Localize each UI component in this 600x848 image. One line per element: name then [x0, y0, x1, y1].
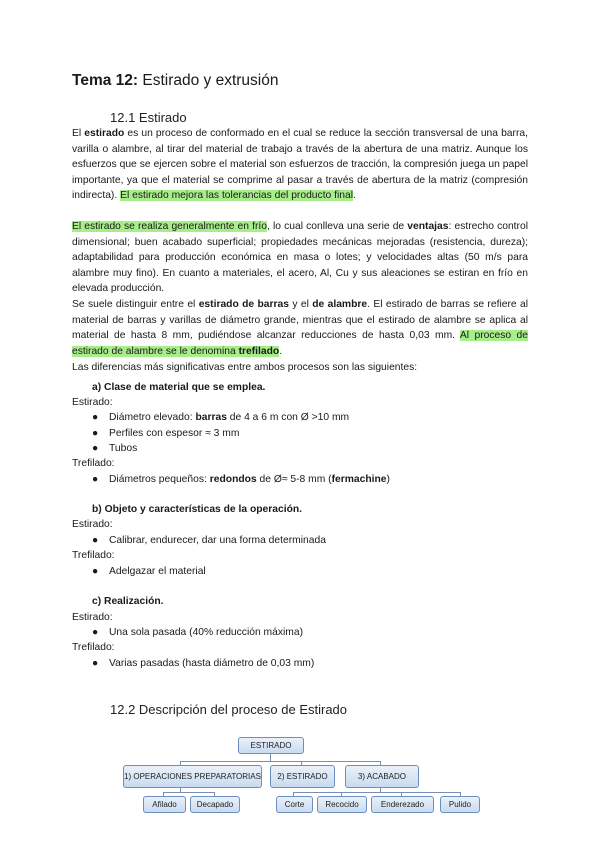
- diagram-node-corte: Corte: [276, 796, 313, 813]
- list-item: ● Una sola pasada (40% reducción máxima): [92, 627, 304, 638]
- title-text: Estirado y extrusión: [138, 72, 279, 89]
- label-estirado: Estirado:: [72, 397, 113, 408]
- section-heading-estirado: 12.1 Estirado: [110, 110, 187, 125]
- diagram-node-operaciones: 1) OPERACIONES PREPARATORIAS: [123, 765, 262, 788]
- subheading-realizacion: c) Realización.: [92, 596, 164, 607]
- label-trefilado: Trefilado:: [72, 550, 115, 561]
- list-item: ● Adelgazar el material: [92, 566, 206, 577]
- list-item: ● Varias pasadas (hasta diámetro de 0,03 mm): [92, 658, 315, 669]
- paragraph-barras-alambre: Se suele distinguir entre el estirado de barras y el de alambre. El estirado de barras se refiere al material de barras y varillas de diámetro grande, mientras que el estirado de alambre se aplica al material de hasta 8 mm, pudiéndose alcanzar reducciones de hasta 0,03 mm. Al proceso de estirado de alambre se le denomina trefilado.: [72, 299, 528, 357]
- connector-line: [180, 761, 380, 762]
- diagram-node-pulido: Pulido: [440, 796, 480, 813]
- paragraph-diferencias: Las diferencias más significativas entre ambos procesos son las siguientes:: [72, 362, 418, 373]
- paragraph-ventajas: El estirado se realiza generalmente en frío, lo cual conlleva una serie de ventajas: estrecho control dimensional; buen acabado superficial; propiedades mecánicas mejoradas (resistencia, dureza); adaptabilidad para producción económica en masa o lotes; y velocidades altas (50 m/s para alambre muy fino). En cuanto a materiales, el acero, Al, Cu y sus aleaciones se estiran en frío en elevada producción.: [72, 221, 528, 295]
- title-number: Tema 12:: [72, 72, 139, 89]
- paragraph-definition: El estirado es un proceso de conformado en el cual se reduce la sección transversal de una barra, varilla o alambre, al tirar del material de trabajo a través de la abertura de una matriz. Aunque los esfuerzos que se ejercen sobre el material son esfuerzos de tracción, la compresión juega un papel importante, ya que el material se comprime al pasar a través de abertura de la matriz (compresión indirecta). El estirado mejora las tolerancias del producto final.: [72, 128, 528, 202]
- label-trefilado: Trefilado:: [72, 458, 115, 469]
- connector-line: [163, 792, 214, 793]
- label-trefilado: Trefilado:: [72, 642, 115, 653]
- list-item: ● Perfiles con espesor ≈ 3 mm: [92, 428, 240, 439]
- highlight-frio: El estirado se realiza generalmente en frío: [72, 221, 267, 232]
- label-estirado: Estirado:: [72, 612, 113, 623]
- diagram-node-decapado: Decapado: [190, 796, 240, 813]
- highlight-tolerancias: El estirado mejora las tolerancias del producto final: [120, 190, 354, 202]
- highlight-trefilado: Al proceso de estirado de alambre se le denomina trefilado: [72, 330, 528, 357]
- list-item: ● Calibrar, endurecer, dar una forma determinada: [92, 535, 326, 546]
- diagram-node-estirado-root: ESTIRADO: [238, 737, 304, 754]
- list-item: ● Diámetros pequeños: redondos de Ø≈ 5-8 mm (fermachine): [92, 474, 390, 485]
- diagram-node-acabado: 3) ACABADO: [345, 765, 419, 788]
- label-estirado: Estirado:: [72, 519, 113, 530]
- subheading-objeto: b) Objeto y características de la operación.: [92, 504, 303, 515]
- section-heading-descripcion: 12.2 Descripción del proceso de Estirado: [110, 702, 348, 717]
- diagram-node-afilado: Afilado: [143, 796, 186, 813]
- page-title: [72, 72, 279, 90]
- diagram-node-enderezado: Enderezado: [371, 796, 434, 813]
- subheading-clase-material: a) Clase de material que se emplea.: [92, 382, 266, 393]
- diagram-node-estirado: 2) ESTIRADO: [270, 765, 335, 788]
- list-item: ● Tubos: [92, 443, 138, 454]
- connector-line: [293, 792, 460, 793]
- list-item: ● Diámetro elevado: barras de 4 a 6 m con Ø >10 mm: [92, 412, 350, 423]
- diagram-node-recocido: Recocido: [317, 796, 367, 813]
